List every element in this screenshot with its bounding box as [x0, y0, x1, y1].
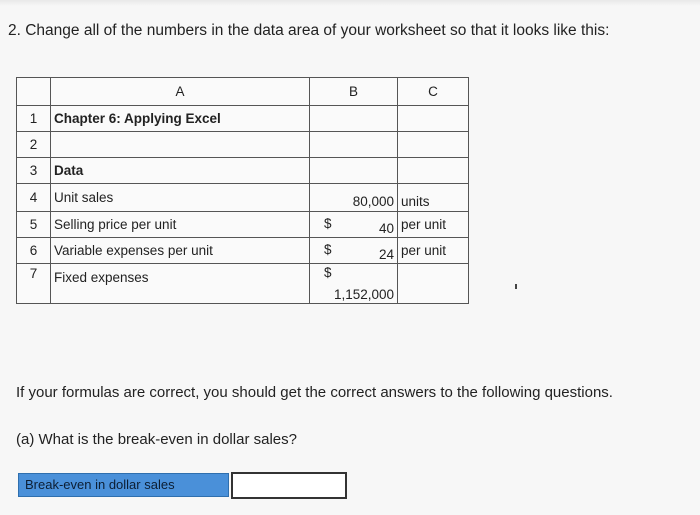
column-header-c: C [398, 78, 469, 106]
variable-expenses-value: 24 [378, 247, 394, 262]
cell-c7 [398, 264, 469, 304]
row-number: 1 [17, 106, 51, 132]
row-number: 6 [17, 238, 51, 264]
answer-row [18, 473, 347, 499]
variable-expenses-cell [310, 238, 398, 264]
top-border [0, 0, 700, 6]
unit-sales-label: Unit sales [51, 184, 310, 212]
variable-expenses-unit: per unit [398, 238, 469, 264]
answer-label: Break-even in dollar sales [18, 473, 229, 497]
cell-c3 [398, 158, 469, 184]
selling-price-label: Selling price per unit [51, 212, 310, 238]
spreadsheet-table [16, 77, 469, 304]
row-number: 3 [17, 158, 51, 184]
row-number: 4 [17, 184, 51, 212]
fixed-expenses-label: Fixed expenses [51, 264, 310, 304]
fixed-expenses-value: 1,152,000 [333, 287, 394, 302]
data-label-cell: Data [51, 158, 310, 184]
stray-mark [515, 284, 517, 289]
table-row [17, 238, 469, 264]
dollar-sign: $ [324, 265, 332, 280]
row-number: 7 [17, 264, 51, 304]
fixed-expenses-cell [310, 264, 398, 304]
table-row [17, 132, 469, 158]
question-text: If your formulas are correct, you should get the correct answers to the following questions. [16, 384, 613, 401]
row-number: 2 [17, 132, 51, 158]
row-number: 5 [17, 212, 51, 238]
table-row [17, 212, 469, 238]
corner-cell [17, 78, 51, 106]
unit-sales-value: 80,000 [310, 184, 398, 212]
selling-price-cell [310, 212, 398, 238]
dollar-sign: $ [324, 216, 332, 231]
dollar-sign: $ [324, 242, 332, 257]
cell-b1 [310, 106, 398, 132]
cell-c1 [398, 106, 469, 132]
subquestion-text: (a) What is the break-even in dollar sales? [16, 431, 297, 448]
cell-b3 [310, 158, 398, 184]
table-row [17, 184, 469, 212]
table-row [17, 106, 469, 132]
selling-price-unit: per unit [398, 212, 469, 238]
cell-b2 [310, 132, 398, 158]
cell-c2 [398, 132, 469, 158]
column-header-a: A [51, 78, 310, 106]
unit-sales-unit: units [398, 184, 469, 212]
variable-expenses-label: Variable expenses per unit [51, 238, 310, 264]
sheet-title-cell: Chapter 6: Applying Excel [51, 106, 310, 132]
table-row [17, 158, 469, 184]
cell-a2 [51, 132, 310, 158]
column-header-b: B [310, 78, 398, 106]
table-row [17, 264, 469, 304]
selling-price-value: 40 [378, 221, 394, 236]
column-header-row [17, 78, 469, 106]
break-even-input[interactable] [231, 472, 347, 499]
instruction-text: 2. Change all of the numbers in the data area of your worksheet so that it looks like this: [8, 22, 610, 39]
